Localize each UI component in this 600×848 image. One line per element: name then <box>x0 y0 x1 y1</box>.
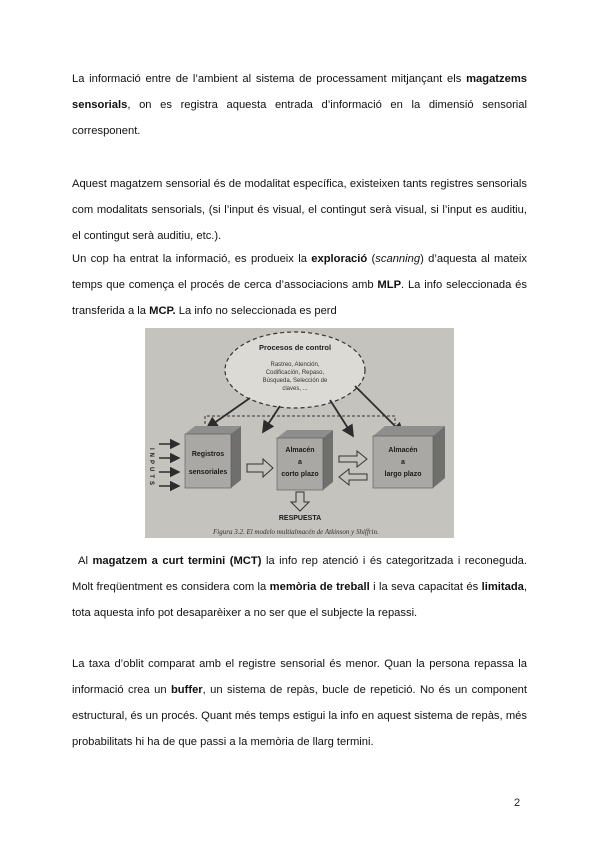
box3-line1: Almacén <box>388 447 418 454</box>
inputs-label: INPUTS <box>148 448 154 489</box>
control-item: claves, ... <box>282 386 308 392</box>
figure-caption: Figura 3.2. El modelo multialmacén de Atkinson y Shiffrin. <box>213 528 379 536</box>
response-label: RESPUESTA <box>278 515 322 522</box>
box1-line2: sensoriales <box>188 469 228 476</box>
box3-line3: largo plazo <box>384 471 422 478</box>
box-short-term-store <box>277 430 333 490</box>
box3-line2: a <box>401 459 405 466</box>
box-long-term-store <box>373 426 445 488</box>
control-item: Rastreo, Atención, <box>270 362 320 368</box>
control-title: Procesos de control <box>258 343 332 352</box>
control-item: Codificación, Repaso, <box>265 370 325 376</box>
arrow-short-to-long <box>339 451 367 467</box>
box2-line3: corto plazo <box>281 471 319 478</box>
arrow-long-to-short <box>339 469 367 485</box>
dashed-link <box>205 416 395 424</box>
paragraph-modality-specific: Aquest magatzem sensorial és de modalitat específica, existeixen tants registres sensorials com modalitats sensorials, (si l’input és visual, el contingut serà visual, si l’input es auditiu, el contingut serà auditiu, etc.). <box>72 178 527 242</box>
arrow-sensory-to-short <box>247 459 273 477</box>
box1-line1: Registros <box>191 451 225 458</box>
page-number: 2 <box>514 797 521 809</box>
arrow-to-response <box>291 492 309 511</box>
arrow-control-to-sensory <box>207 398 250 428</box>
arrow-control-to-short-term-2 <box>330 400 353 436</box>
control-item: Búsqueda, Selección de <box>262 378 328 384</box>
box-sensory-registers <box>185 426 241 488</box>
paragraph-scanning: Un cop ha entrat la informació, es produeix la exploració (scanning) d’aquesta al mateix temps que comença el procés de cerca d’associacions amb MLP. La info seleccionada és transferida a la MCP. La info no seleccionada es perd <box>72 253 527 317</box>
paragraph-sensory-stores: La informació entre de l’ambient al sistema de processament mitjançant els magatzems sensorials, on es registra aquesta entrada d’informació en la dimensió sensorial corresponent. <box>72 73 527 137</box>
memory-model-diagram <box>145 328 454 538</box>
paragraph-short-term-store: Al magatzem a curt termini (MCT) la info rep atenció i és categoritzada i reconeguda. Molt freqüentment es considera com la memòria de treball i la seva capacitat és limitada, tota aquesta info pot desaparèixer a no ser que el subjecte la repassi. <box>72 555 527 619</box>
box2-line2: a <box>298 459 302 466</box>
paragraph-forgetting-rate: La taxa d’oblit comparat amb el registre sensorial és menor. Quan la persona repassa la informació crea un buffer, un sistema de repàs, bucle de repetició. No és un component estructural, és un procés. Quant més temps estigui la info en aquest sistema de repàs, més probabilitats hi ha de que passi a la memòria de llarg termini. <box>72 658 528 748</box>
atkinson-shiffrin-figure <box>145 328 454 538</box>
arrow-control-to-short-term <box>263 406 280 432</box>
box2-line1: Almacén <box>285 447 315 454</box>
